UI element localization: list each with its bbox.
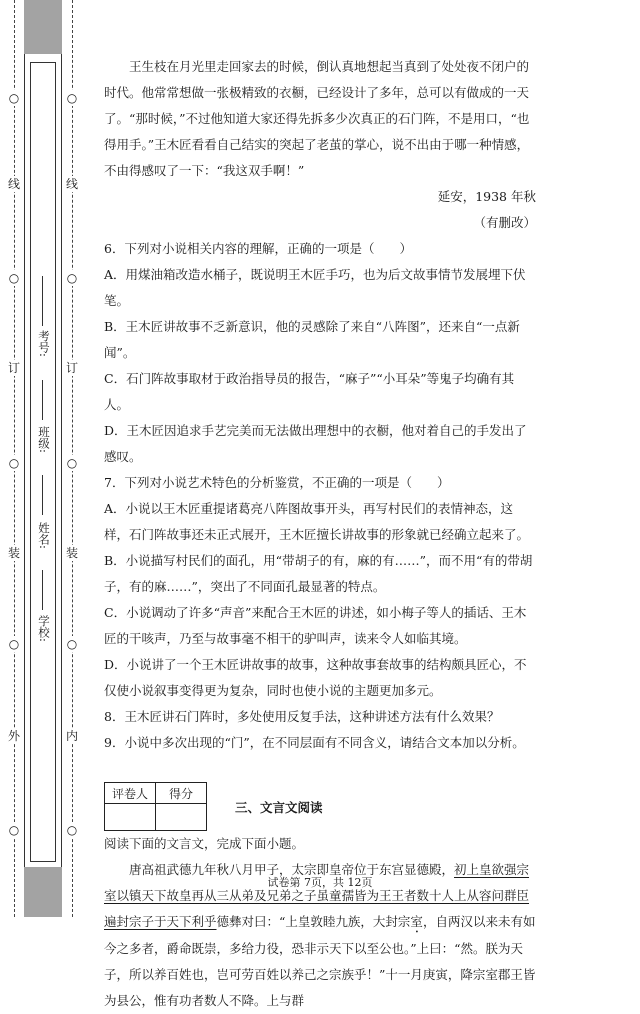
margin-circle: ○ [66, 637, 78, 651]
score-table [104, 782, 207, 831]
field-kaohao: 考号: [37, 330, 51, 357]
question-7-option-a: A．小说以王木匠重提诸葛亮八阵图故事开头，再写村民们的表情神态，这样，石门阵故事还未正式展开，王木匠擅长讲故事的形象就已经确立起来了。 [104, 501, 530, 542]
inner-mark-nei: 内 [65, 729, 78, 743]
margin-circle: ○ [8, 823, 20, 837]
question-9: 9．小说中多次出现的“门”，在不同层面有不同含义，请结合文本加以分析。 [104, 735, 525, 750]
margin-circle: ○ [66, 456, 78, 470]
margin-circle: ○ [66, 91, 78, 105]
margin-circle: ○ [66, 823, 78, 837]
inner-mark-zhuang: 装 [65, 546, 78, 560]
story-place-date: 延安，1938 年秋 [437, 189, 536, 204]
passage-mid1: 德彝对曰：“上皇敦睦九族，大封宗 [216, 914, 411, 929]
page-footer: 试卷第 7页，共 12页 [267, 876, 373, 889]
field-banji: 班级: [37, 426, 51, 453]
margin-circle: ○ [8, 637, 20, 651]
margin-circle: ○ [66, 271, 78, 285]
score-section [104, 782, 536, 831]
inner-mark-xian: 线 [65, 177, 78, 191]
question-6-option-d: D．王木匠因追求手艺完美而无法做出理想中的衣橱，他对着自己的手发出了感叹。 [104, 423, 527, 464]
info-inner-box [30, 62, 56, 862]
section-3-title: 三、文言文阅读 [235, 799, 323, 815]
field-line-xingming [42, 475, 43, 515]
question-7-option-d: D．小说讲了一个王木匠讲故事的故事，这种故事套故事的结构颇具匠心，不仅使小说叙事变得更为复杂，同时也使小说的主题更加多元。 [104, 657, 527, 698]
question-7-stem: 7．下列对小说艺术特色的分析鉴赏，不正确的一项是（ ） [104, 475, 450, 490]
score-cell[interactable] [156, 804, 207, 831]
question-8: 8．王木匠讲石门阵时，多处使用反复手法，这种讲述方法有什么效果？ [104, 709, 500, 724]
passage-underlined: 初上皇欲强宗室以镇天下故皇再从三从弟及兄弟之子虽童孺皆为王王者数十人上从容问群臣遍封宗子于天下利乎 [104, 862, 530, 929]
score-label: 得分 [156, 783, 207, 804]
field-line-xuexiao [42, 570, 43, 610]
reviewer-cell[interactable] [105, 804, 156, 831]
field-xuexiao: 学校: [37, 615, 51, 642]
field-line-banji [42, 380, 43, 420]
inner-mark-ding: 订 [65, 361, 78, 375]
question-7-option-b: B．小说描写村民们的面孔，用“带胡子的有，麻的有……”，而不用“有的带胡子，有的麻……”，突出了不同面孔最显著的特点。 [104, 553, 533, 594]
outer-mark-zhuang: 装 [7, 546, 20, 560]
section-3-instruction: 阅读下面的文言文，完成下面小题。 [104, 836, 305, 851]
margin-circle: ○ [8, 456, 20, 470]
binding-margin [0, 0, 92, 917]
story-note: （有删改） [473, 215, 536, 230]
question-6-option-b: B．王木匠讲故事不乏新意识，他的灵感除了来自“八阵图”，还来自“一点新闻”。 [104, 319, 520, 360]
outer-mark-ding: 订 [7, 361, 20, 375]
passage-start: 唐高祖武德九年秋八月甲子，太宗即皇帝位于东宫显德殿， [129, 862, 455, 877]
passage-mid2: ，自两汉以来未有如今之多者，爵命既崇，多给力役，恐非示天下以至公也。”上曰：“然。朕为天子，所以养百姓也，岂可劳百姓以养己之宗族乎！”十一月庚寅，降宗室郡王皆为县公，惟有功者数人不降。上与群 [104, 914, 536, 1008]
reviewer-label: 评卷人 [105, 783, 156, 804]
outer-mark-xian: 线 [7, 177, 20, 191]
question-7-option-c: C．小说调动了许多“声音”来配合王木匠的讲述，如小梅子等人的插话、王木匠的干咳声，乃至与故事毫不相干的驴叫声，读来令人如临其境。 [104, 605, 527, 646]
outer-mark-wai: 外 [7, 729, 20, 743]
shaded-block-top [24, 0, 62, 54]
question-6-stem: 6．下列对小说相关内容的理解，正确的一项是（ ） [104, 241, 412, 256]
story-paragraph: 王生枝在月光里走回家去的时候，倒认真地想起当真到了处处夜不闭户的时代。他常常想做一张极精致的衣橱，已经设计了多年，总可以有做成的一天了。“那时候，”不过他知道大家还得先拆多少次真正的石门阵，不是用口，“也得用手。”王木匠看看自己结实的突起了老茧的掌心，说不出由于哪一种情感，不由得感叹了一下：“我这双手啊！” [104, 59, 530, 178]
question-6-option-a: A．用煤油箱改造水桶子，既说明王木匠手巧，也为后文故事情节发展埋下伏笔。 [104, 267, 526, 308]
margin-circle: ○ [8, 91, 20, 105]
question-6-option-c: C．石门阵故事取材于政治指导员的报告，“麻子”“小耳朵”等鬼子均确有其人。 [104, 371, 515, 412]
field-line-kaohao [42, 276, 43, 326]
passage-dotted-char: 室 [410, 914, 423, 929]
page-content [104, 54, 536, 1014]
field-xingming: 姓名: [37, 522, 51, 549]
margin-circle: ○ [8, 271, 20, 285]
